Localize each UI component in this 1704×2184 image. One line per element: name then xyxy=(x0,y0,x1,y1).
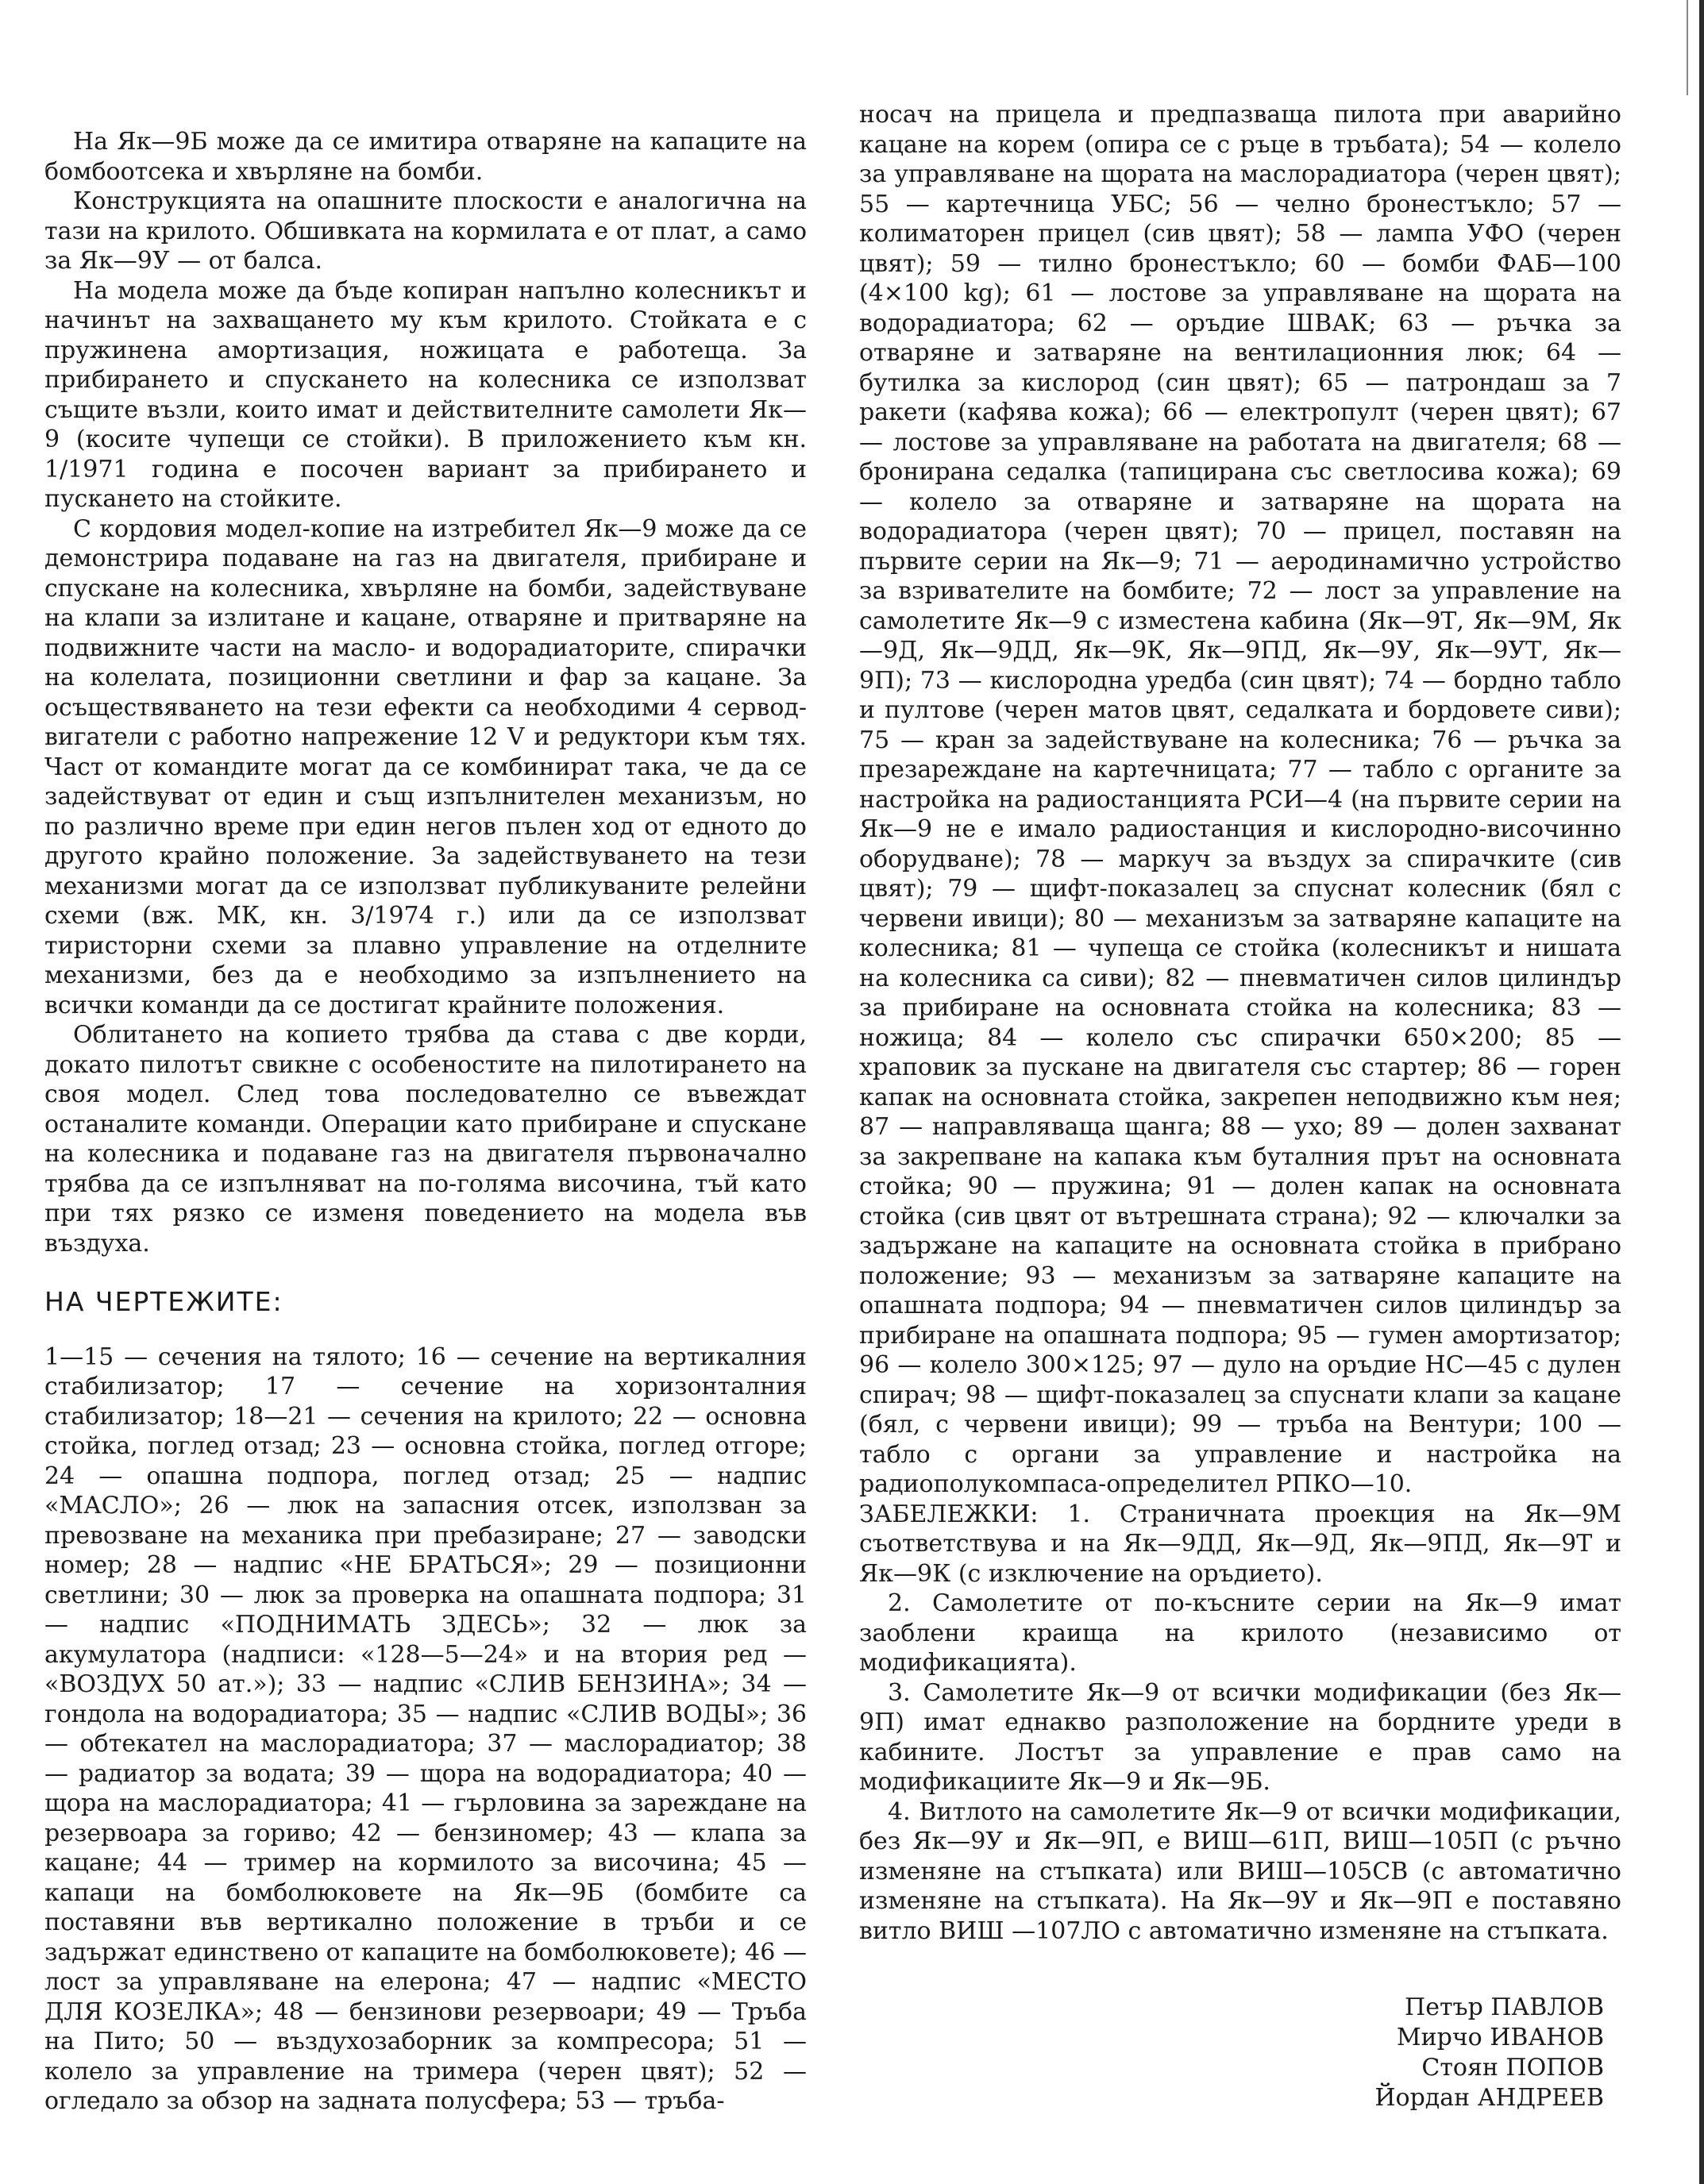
author-4: Йордан АНДРЕЕВ xyxy=(1374,2084,1604,2112)
page-edge-shadow xyxy=(1699,0,1704,2184)
paragraph-control-line-model: С кордовия модел-копие на изтребител Як—9 може да се демонстрира подаване на газ на двигателя, прибиране и спускане на колесника, хвърляне на бомби, задействуване на клапи за излитане и кацане, отваряне и притваряне на подвижните части на масло- и водорадиаторите, спирачки на колелата, позиционни светлини и фар за кацане. За осъществяването на тези ефекти са необходими 4 серводвигатели с работно напрежение 12 V и редуктори към тях. Част от командите могат да се комбинират така, че да се задействуват от един и същ изпълнителен механизъм, но по различно време при един негов пълен ход от едното до другото крайно положение. За задействуването на тези механизми могат да се използват публикуваните релейни схеми (вж. МК, кн. 3/1974 г.) или да се използват тиристорни схеми за плавно управление на отделните механизми, без да е необходимо за изпълнението на всички команди да се достигат крайните положения. xyxy=(44,514,807,1019)
authors-block xyxy=(1374,1993,1604,2113)
notes-intro: ЗАБЕЛЕЖКИ: 1. Страничната проекция на Як—9М съответствува и на Як—9ДД, Як—9Д, Як—9ПД, Як—9Т и Як—9К (с изключение на оръдието). xyxy=(859,1500,1621,1588)
drawing-legend-part-2: носач на прицела и предпазваща пилота при аварийно кацане на корем (опира се с ръце в тръбата); 54 — колело за управляване на щората на маслорадиатора (черен цвят); 55 — картечница УБС; 56 — челно бронестъкло; 57 — колиматорен прицел (сив цвят); 58 — лампа УФО (черен цвят); 59 — тилно бронестъкло; 60 — бомби ФАБ—100 (4×100 kg); 61 — лостове за управляване на щората на водорадиатора; 62 — оръдие ШВАК; 63 — ръчка за отваряне и затваряне на вентилационния люк; 64 — бутилка за кислород (син цвят); 65 — патрондаш за 7 ракети (кафява кожа); 66 — електропулт (черен цвят); 67 — лостове за управляване на работата на двигателя; 68 — бронирана седалка (тапицирана със светлосива кожа); 69 — колело за отваряне и затваряне на щората на водорадиатора (черен цвят); 70 — прицел, поставян на първите серии на Як—9; 71 — аеродинамично устройство за взривателите на бомбите; 72 — лост за управление на самолетите Як—9 с изместена кабина (Як—9Т, Як—9М, Як—9Д, Як—9ДД, Як—9К, Як—9ПД, Як—9У, Як—9УТ, Як—9П); 73 — кислородна уредба (син цвят); 74 — бордно табло и пултове (черен матов цвят, седалката и бордовете сиви); 75 — кран за задействуване на колесника; 76 — ръчка за презареждане на картечницата; 77 — табло с органите за настройка на радиостанцията РСИ—4 (на първите серии на Як—9 не е имало радиостанция и кислородно-височинно оборудване); 78 — маркуч за въздух за спирачките (сив цвят); 79 — щифт-показалец за спуснат колесник (бял с червени ивици); 80 — механизъм за затваряне капаците на колесника; 81 — чупеща се стойка (колесникът и нишата на колесника са сиви); 82 — пневматичен силов цилиндър за прибиране на основната стойка на колесника; 83 — ножица; 84 — колело със спирачки 650×200; 85 — храповик за пускане на двигателя със стартер; 86 — горен капак на основната стойка, закрепен неподвижно към нея; 87 — направляваща щанга; 88 — ухо; 89 — долен захванат за закрепване на капака към буталния прът на основната стойка; 90 — пружина; 91 — долен капак на основната стойка (сив цвят от вътрешната страна); 92 — ключалки за задържане на капаците на основната стойка в прибрано положение; 93 — механизъм за затваряне капаците на опашната подпора; 94 — пневматичен силов цилиндър за прибиране на опашната подпора; 95 — гумен амортизатор; 96 — колело 300×125; 97 — дуло на оръдие НС—45 с дулен спирач; 98 — щифт-показалец за спуснати клапи за кацане (бял, с червени ивици); 99 — тръба на Вентури; 100 — табло с органи за управление и настройка на радиополукомпаса-определител РПКО—10. xyxy=(859,101,1621,1498)
paragraph-test-flight: Облитането на копието трябва да става с две корди, докато пилотът свикне с особеностите на пилотирането на своя модел. След това последователно се въвеждат останалите команди. Операции като прибиране и спускане на колесника и подаване газ на двигателя първоначално трябва да се изпълняват на по-голяма височина, тъй като при тях рязко се изменя поведението на модела във въздуха. xyxy=(44,1021,807,1258)
author-1: Петър ПАВЛОВ xyxy=(1405,1993,1604,2021)
section-heading: НА ЧЕРТЕЖИТЕ: xyxy=(44,1286,283,1317)
note-3: 3. Самолетите Як—9 от всички модификации (без Як—9П) имат еднакво разположение на бордните уреди в кабините. Лостът за управление е прав само на модификациите Як—9 и Як—9Б. xyxy=(859,1678,1621,1796)
note-4: 4. Витлото на самолетите Як—9 от всички модификации, без Як—9У и Як—9П, е ВИШ—61П, ВИШ—105П (с ръчно изменяне на стъпката) или ВИШ—105СВ (с автоматично изменяне на стъпката). На Як—9У и Як—9П е поставяно витло ВИШ —107ЛО с автоматично изменяне на стъпката. xyxy=(859,1797,1621,1945)
right-column xyxy=(859,100,1621,1946)
page-edge-line xyxy=(1687,0,1688,95)
author-3: Стоян ПОПОВ xyxy=(1421,2054,1604,2082)
author-2: Мирчо ИВАНОВ xyxy=(1396,2024,1604,2051)
drawing-legend-part-1: 1—15 — сечения на тялото; 16 — сечение на вертикалния стабилизатор; 17 — сечение на хоризонталния стабилизатор; 18—21 — сечения на крилото; 22 — основна стойка, поглед отзад; 23 — основна стойка, поглед отгоре; 24 — опашна подпора, поглед отзад; 25 — надпис «МАСЛО»; 26 — люк на запасния отсек, използван за превозване на механика при пребазиране; 27 — заводски номер; 28 — надпис «НЕ БРАТЬСЯ»; 29 — позиционни светлини; 30 — люк за проверка на опашната подпора; 31 — надпис «ПОДНИМАТЬ ЗДЕСЬ»; 32 — люк за акумулатора (надписи: «128—5—24» и на втория ред — «ВОЗДУХ 50 ат.»); 33 — надпис «СЛИВ БЕНЗИНА»; 34 — гондола на водорадиатора; 35 — надпис «СЛИВ ВОДЫ»; 36 — обтекател на маслорадиатора; 37 — маслорадиатор; 38 — радиатор за водата; 39 — щора на водорадиатора; 40 — щора на маслорадиатора; 41 — гърловина за зареждане на резервоара за гориво; 42 — бензиномер; 43 — клапа за кацане; 44 — тример на кормилото за височина; 45 — капаци на бомболюковете на Як—9Б (бомбите са поставяни във вертикално положение в тръби и се задържат единствено от капаците на бомболюковете); 46 — лост за управляване на елерона; 47 — надпис «МЕСТО ДЛЯ КОЗЕЛКА»; 48 — бензинови резервоари; 49 — Тръба на Пито; 50 — въздухозаборник за компресора; 51 — колело за управление на тримера (черен цвят); 52 — огледало за обзор на задната полусфера; 53 — тръба- xyxy=(44,1342,807,2115)
left-column xyxy=(44,127,807,2117)
paragraph-landing-gear: На модела може да бъде копиран напълно колесникът и начинът на захващането му към крилото. Стойката е с пружинена амортизация, ножицата е работеща. За прибирането и спускането на колесника се използват същите възли, които имат и действителните самолети Як—9 (косите чупещи се стойки). В приложението към кн. 1/1971 година е посочен вариант за прибирането и пускането на стойките. xyxy=(44,276,807,513)
paragraph-bombs: На Як—9Б може да се имитира отваряне на капаците на бомбоотсека и хвърляне на бомби. xyxy=(44,128,807,186)
paragraph-tail: Конструкцията на опашните плоскости е аналогична на тази на крилото. Обшивката на кормилата е от плат, а само за Як—9У — от балса. xyxy=(44,187,807,275)
note-2: 2. Самолетите от по-късните серии на Як—9 имат заоблени краища на крилото (независимо от модификацията). xyxy=(859,1589,1621,1677)
